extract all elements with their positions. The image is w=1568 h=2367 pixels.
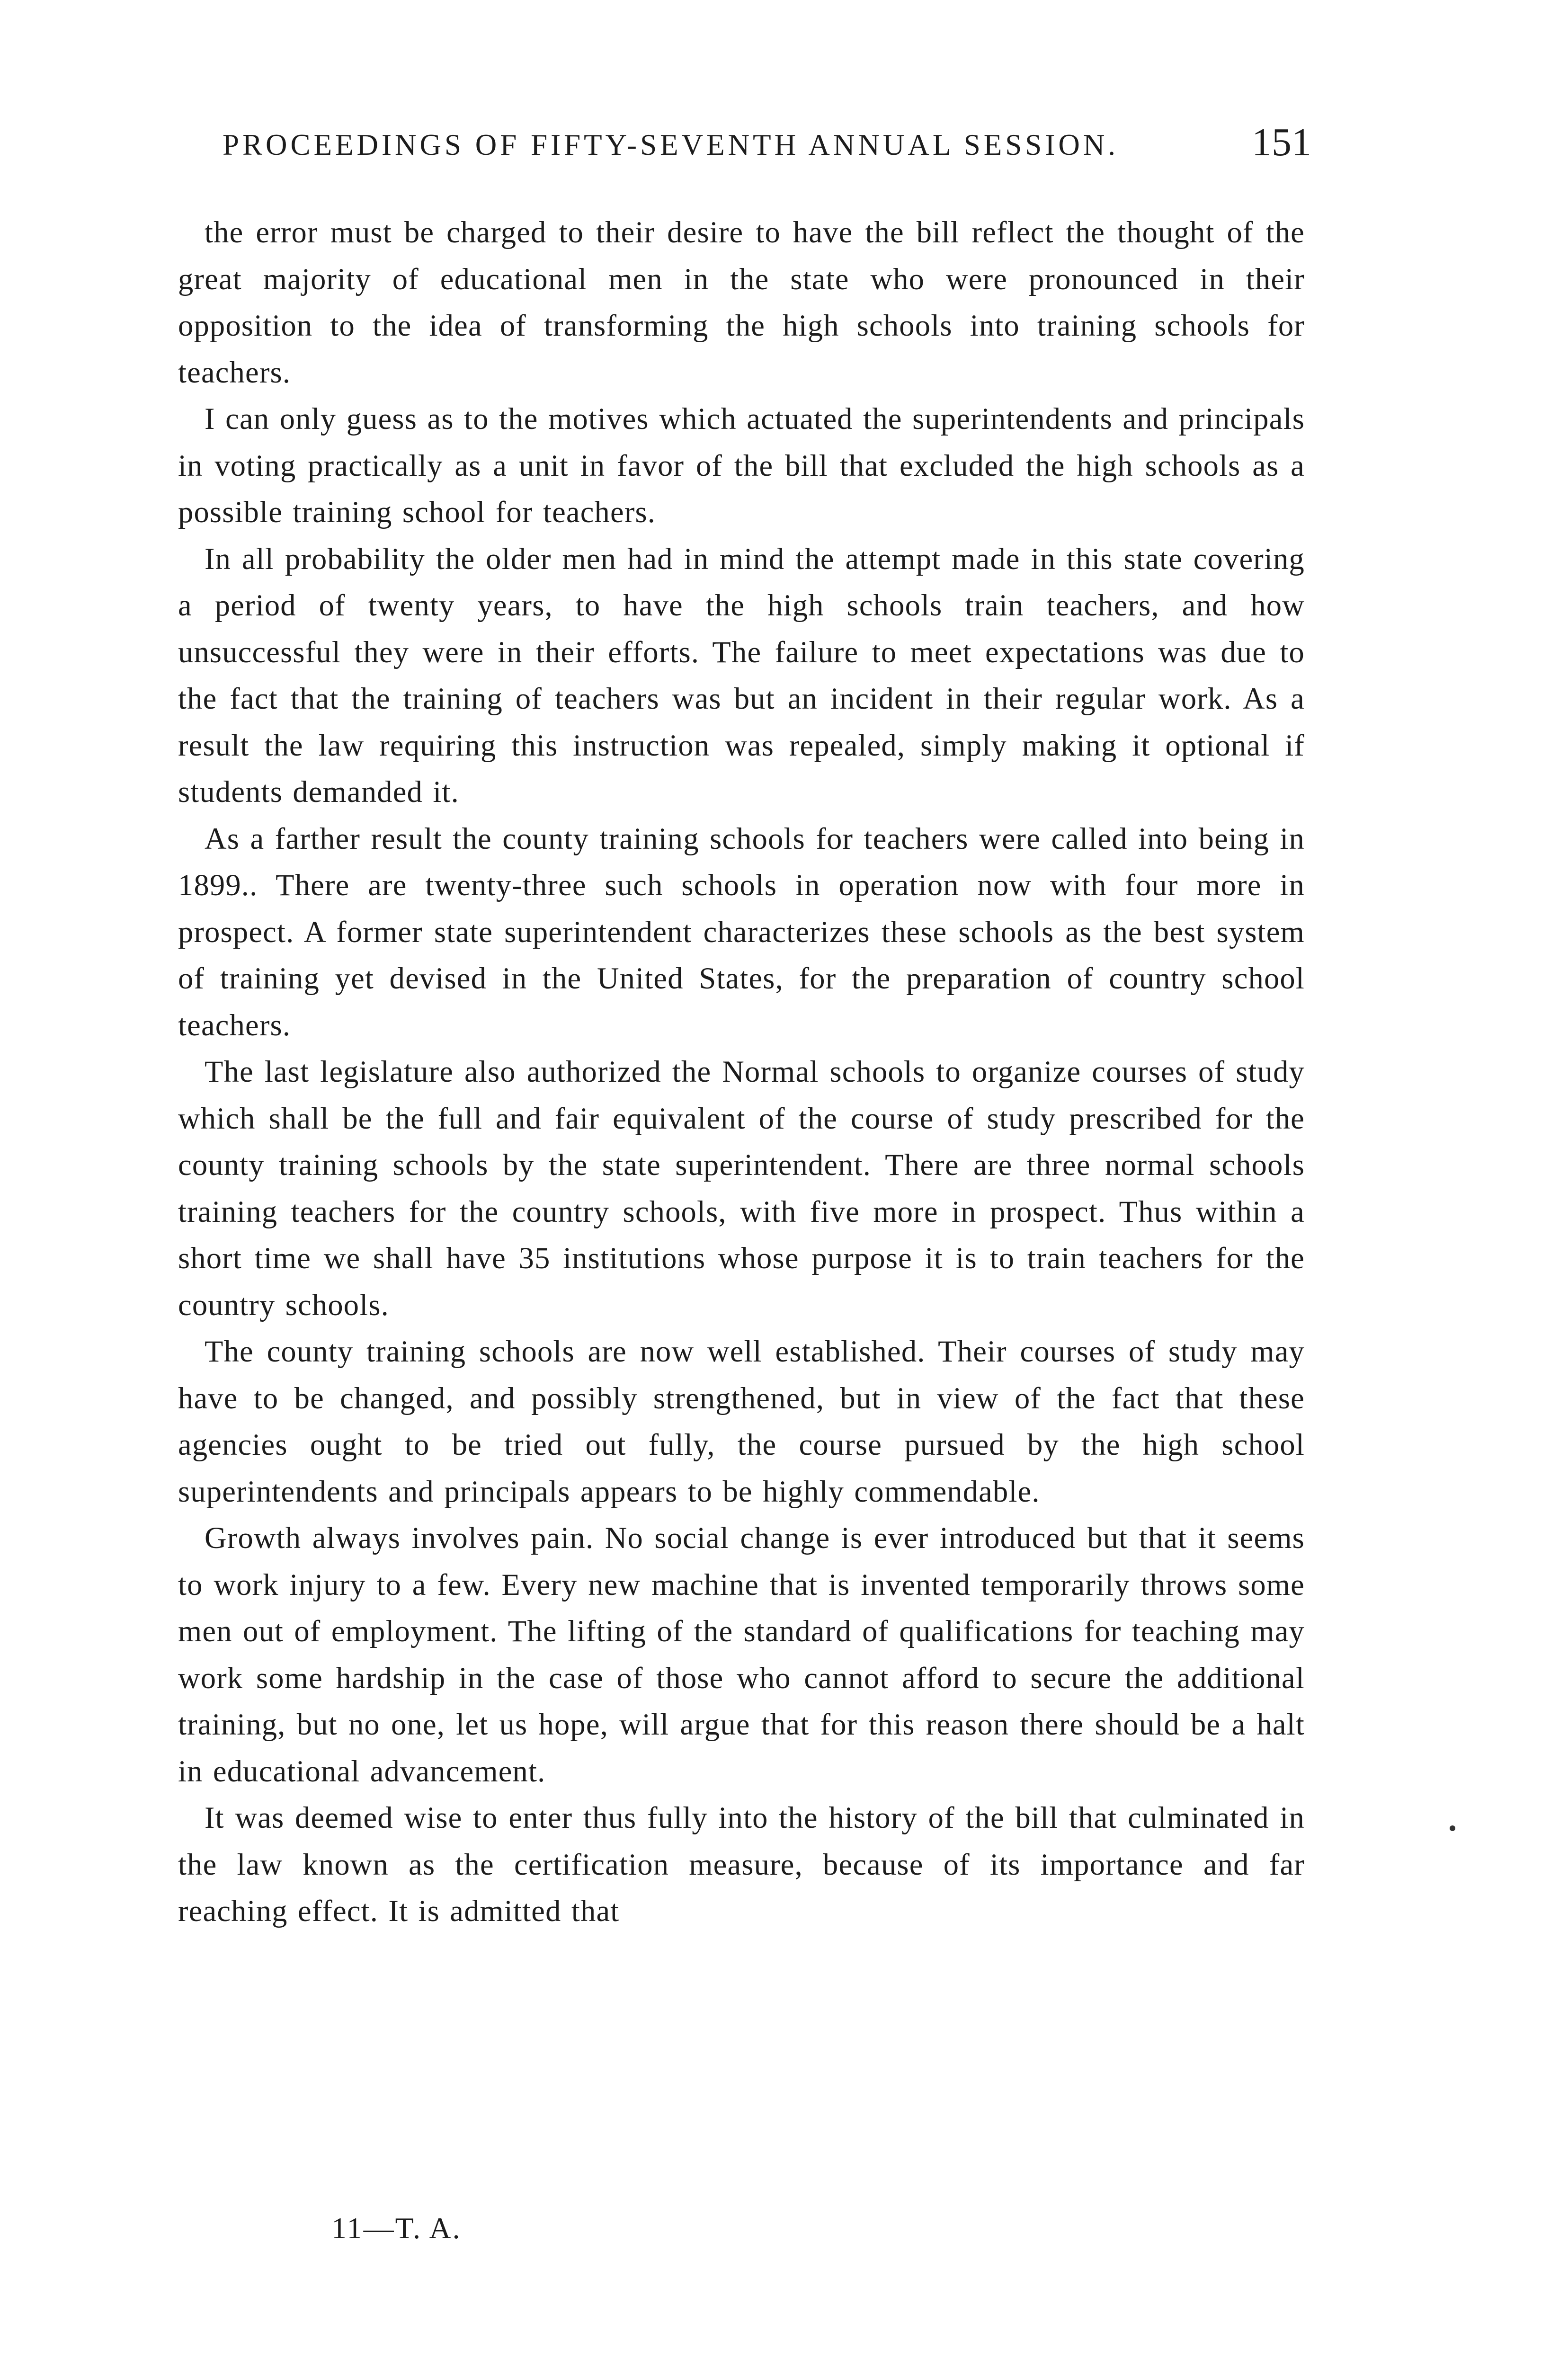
paragraph: In all probability the older men had in mind the attempt made in this state covering a period of twenty years, to have the high schools train teachers, and how unsuccessful they were in their efforts. The failure to meet expectations was due to the fact that the training of teachers was but an incident in their regular work. As a result the law requiring this instruction was repealed, simply making it optional if students demanded it.: [178, 542, 1305, 809]
body-text: [178, 209, 1305, 1935]
paragraph: The last legislature also authorized the Normal schools to organize courses of study which shall be the full and fair equivalent of the course of study prescribed for the county training schools by the state superintendent. There are three normal schools training teachers for the country schools, with five more in prospect. Thus within a short time we shall have 35 institutions whose purpose it is to train teachers for the country schools.: [178, 1055, 1305, 1322]
paragraph: The county training schools are now well established. Their courses of study may have to be changed, and possibly strengthened, but in view of the fact that these agencies ought to be tried out fully, the course pursued by the high school superintendents and principals appears to be highly commendable.: [178, 1335, 1305, 1508]
paragraph: As a farther result the county training schools for teachers were called into being in 1899.. There are twenty-three such schools in operation now with four more in prospect. A former state superintendent characterizes these schools as the best system of training yet devised in the United States, for the preparation of country school teachers.: [178, 821, 1305, 1042]
running-head: [223, 114, 1311, 175]
paragraph: Growth always involves pain. No social change is ever introduced but that it seems to work injury to a few. Every new machine that is invented temporarily throws some men out of employment. The lifting of the standard of qualifications for teaching may work some hardship in the case of those who cannot afford to secure the additional training, but no one, let us hope, will argue that for this reason there should be a halt in educational advancement.: [178, 1521, 1305, 1788]
running-title: PROCEEDINGS OF FIFTY-SEVENTH ANNUAL SESSION.: [223, 128, 1119, 161]
paragraph: It was deemed wise to enter thus fully into the history of the bill that culminated in the law known as the certification measure, because of its importance and far reaching effect. It is admitted that: [178, 1801, 1305, 1928]
paragraph: the error must be charged to their desire to have the bill reflect the thought of the great majority of educational men in the state who were pronounced in their opposition to the idea of transforming the high schools into training schools for teachers.: [178, 215, 1305, 389]
paragraph: I can only guess as to the motives which actuated the superintendents and principals in voting practically as a unit in favor of the bill that excluded the high schools as a possible training school for teachers.: [178, 402, 1305, 529]
page-number: 151: [1252, 120, 1311, 164]
scan-speck: [1450, 1825, 1455, 1831]
signature-mark: 11—T. A.: [331, 2211, 462, 2245]
